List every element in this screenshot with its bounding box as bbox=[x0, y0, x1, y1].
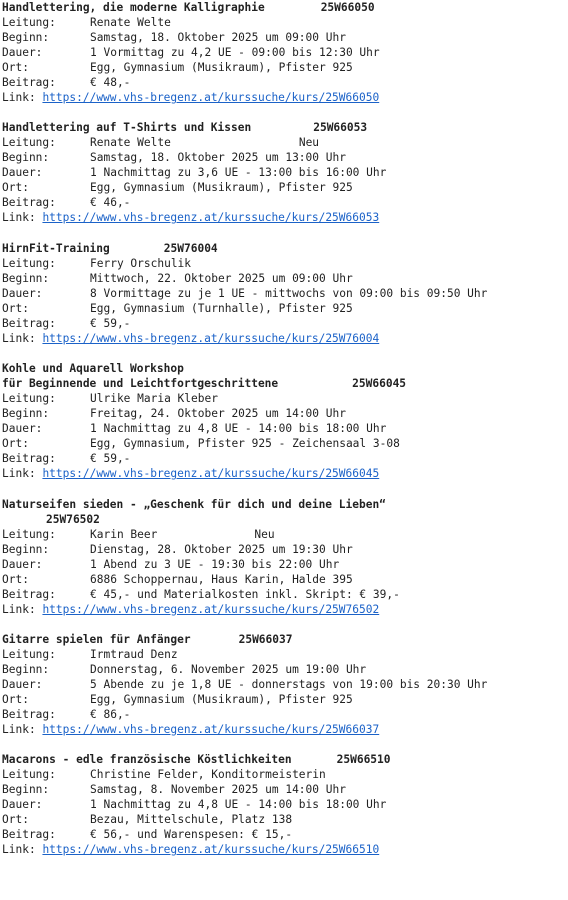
new-badge: Neu bbox=[254, 527, 275, 541]
course-link[interactable]: https://www.vhs-bregenz.at/kurssuche/kurs/25W66037 bbox=[42, 722, 380, 736]
ort-row bbox=[2, 301, 566, 316]
start-date: Mittwoch, 22. Oktober 2025 um 09:00 Uhr bbox=[90, 271, 353, 285]
leitung-label: Leitung: bbox=[2, 392, 56, 406]
fee: € 48,- bbox=[90, 76, 131, 89]
instructor-name: Renate Welte bbox=[90, 136, 171, 150]
link-row bbox=[2, 466, 566, 481]
beginn-label: Beginn: bbox=[2, 662, 50, 676]
beitrag-row bbox=[2, 587, 566, 602]
course-title: Macarons - edle französische Köstlichkeiten bbox=[2, 753, 292, 767]
link-row bbox=[2, 210, 566, 225]
leitung-label: Leitung: bbox=[2, 647, 56, 661]
course-title: Gitarre spielen für Anfänger bbox=[2, 632, 191, 646]
beginn-row bbox=[2, 271, 566, 286]
beitrag-label: Beitrag: bbox=[2, 707, 56, 721]
dauer-label: Dauer: bbox=[2, 798, 43, 812]
course-link[interactable]: https://www.vhs-bregenz.at/kurssuche/kurs/25W66053 bbox=[42, 211, 380, 225]
beitrag-row bbox=[2, 707, 566, 722]
course-code-row bbox=[2, 512, 566, 527]
beginn-row bbox=[2, 150, 566, 165]
dauer-label: Dauer: bbox=[2, 557, 43, 571]
ort-row bbox=[2, 60, 566, 75]
course-subtitle: für Beginnende und Leichtfortgeschrittene bbox=[2, 377, 279, 391]
location: Egg, Gymnasium (Musikraum), Pfister 925 bbox=[90, 181, 353, 195]
course-title-row bbox=[2, 632, 566, 647]
beitrag-row bbox=[2, 75, 566, 90]
course-entry bbox=[2, 0, 566, 105]
course-code: 25W66510 bbox=[336, 753, 391, 767]
start-date: Samstag, 18. Oktober 2025 um 13:00 Uhr bbox=[90, 151, 346, 165]
dauer-row bbox=[2, 165, 566, 180]
ort-row bbox=[2, 436, 566, 451]
course-title-row bbox=[2, 241, 566, 256]
ort-label: Ort: bbox=[2, 692, 29, 706]
beitrag-label: Beitrag: bbox=[2, 76, 56, 89]
beitrag-row bbox=[2, 451, 566, 466]
ort-label: Ort: bbox=[2, 572, 29, 586]
beginn-row bbox=[2, 542, 566, 557]
instructor-name: Ulrike Maria Kleber bbox=[90, 392, 218, 406]
course-link[interactable]: https://www.vhs-bregenz.at/kurssuche/kurs/25W66050 bbox=[42, 91, 380, 104]
course-listing bbox=[2, 0, 566, 873]
course-title: Kohle und Aquarell Workshop bbox=[2, 362, 184, 376]
location: Egg, Gymnasium, Pfister 925 - Zeichensaal 3-08 bbox=[90, 437, 400, 451]
leitung-row bbox=[2, 256, 566, 271]
fee: € 56,- und Warenspesen: € 15,- bbox=[90, 828, 293, 842]
course-title-row bbox=[2, 752, 566, 767]
link-row bbox=[2, 602, 566, 617]
leitung-row bbox=[2, 391, 566, 406]
ort-row bbox=[2, 180, 566, 195]
instructor-name: Christine Felder, Konditormeisterin bbox=[90, 768, 326, 782]
course-entry bbox=[2, 752, 566, 857]
ort-label: Ort: bbox=[2, 181, 29, 195]
ort-label: Ort: bbox=[2, 813, 29, 827]
beitrag-label: Beitrag: bbox=[2, 196, 56, 210]
beginn-label: Beginn: bbox=[2, 542, 50, 556]
leitung-row bbox=[2, 15, 566, 30]
course-title: Naturseifen sieden - „Geschenk für dich und deine Lieben“ bbox=[2, 497, 386, 511]
course-title-row bbox=[2, 497, 566, 512]
beginn-label: Beginn: bbox=[2, 271, 50, 285]
beitrag-label: Beitrag: bbox=[2, 316, 56, 330]
location: 6886 Schoppernau, Haus Karin, Halde 395 bbox=[90, 572, 353, 586]
beginn-label: Beginn: bbox=[2, 783, 50, 797]
duration: 1 Nachmittag zu 4,8 UE - 14:00 bis 18:00 Uhr bbox=[90, 798, 387, 812]
link-row bbox=[2, 842, 566, 857]
course-title: HirnFit-Training bbox=[2, 241, 110, 255]
beitrag-label: Beitrag: bbox=[2, 452, 56, 466]
link-label: Link: bbox=[2, 211, 36, 225]
fee: € 46,- bbox=[90, 196, 131, 210]
beginn-row bbox=[2, 30, 566, 45]
beitrag-row bbox=[2, 195, 566, 210]
instructor-name: Karin Beer bbox=[90, 527, 158, 541]
leitung-label: Leitung: bbox=[2, 136, 56, 150]
ort-label: Ort: bbox=[2, 61, 29, 74]
link-label: Link: bbox=[2, 91, 36, 104]
fee: € 86,- bbox=[90, 707, 131, 721]
duration: 1 Vormittag zu 4,2 UE - 09:00 bis 12:30 Uhr bbox=[90, 46, 380, 59]
beitrag-row bbox=[2, 827, 566, 842]
course-entry bbox=[2, 497, 566, 617]
link-label: Link: bbox=[2, 331, 36, 345]
course-entry bbox=[2, 361, 566, 481]
duration: 8 Vormittage zu je 1 UE - mittwochs von 09:00 bis 09:50 Uhr bbox=[90, 286, 488, 300]
beginn-label: Beginn: bbox=[2, 151, 50, 165]
dauer-label: Dauer: bbox=[2, 286, 43, 300]
leitung-row bbox=[2, 135, 566, 150]
leitung-label: Leitung: bbox=[2, 256, 56, 270]
beginn-row bbox=[2, 782, 566, 797]
course-title: Handlettering, die moderne Kalligraphie bbox=[2, 1, 265, 14]
location: Bezau, Mittelschule, Platz 138 bbox=[90, 813, 293, 827]
course-title-row bbox=[2, 0, 566, 15]
link-label: Link: bbox=[2, 843, 36, 857]
dauer-label: Dauer: bbox=[2, 46, 43, 59]
course-title-row-2 bbox=[2, 376, 566, 391]
ort-label: Ort: bbox=[2, 301, 29, 315]
ort-row bbox=[2, 692, 566, 707]
course-link[interactable]: https://www.vhs-bregenz.at/kurssuche/kurs/25W76502 bbox=[42, 602, 380, 616]
location: Egg, Gymnasium (Musikraum), Pfister 925 bbox=[90, 61, 353, 74]
course-title-row bbox=[2, 361, 566, 376]
fee: € 59,- bbox=[90, 452, 131, 466]
course-code: 25W66050 bbox=[320, 1, 375, 14]
ort-row bbox=[2, 812, 566, 827]
dauer-row bbox=[2, 421, 566, 436]
link-label: Link: bbox=[2, 602, 36, 616]
instructor-name: Irmtraud Denz bbox=[90, 647, 178, 661]
dauer-row bbox=[2, 45, 566, 60]
course-entry bbox=[2, 241, 566, 346]
course-code: 25W66037 bbox=[238, 632, 293, 646]
link-row bbox=[2, 90, 566, 105]
link-label: Link: bbox=[2, 467, 36, 481]
duration: 1 Nachmittag zu 3,6 UE - 13:00 bis 16:00 Uhr bbox=[90, 166, 387, 180]
start-date: Samstag, 18. Oktober 2025 um 09:00 Uhr bbox=[90, 31, 346, 44]
duration: 1 Abend zu 3 UE - 19:30 bis 22:00 Uhr bbox=[90, 557, 340, 571]
dauer-label: Dauer: bbox=[2, 422, 43, 436]
course-title: Handlettering auf T-Shirts und Kissen bbox=[2, 121, 252, 135]
location: Egg, Gymnasium (Turnhalle), Pfister 925 bbox=[90, 301, 353, 315]
dauer-label: Dauer: bbox=[2, 166, 43, 180]
fee: € 59,- bbox=[90, 316, 131, 330]
beginn-row bbox=[2, 406, 566, 421]
ort-row bbox=[2, 572, 566, 587]
course-code: 25W76004 bbox=[163, 241, 218, 255]
course-entry bbox=[2, 632, 566, 737]
course-code: 25W66053 bbox=[313, 121, 368, 135]
beginn-row bbox=[2, 662, 566, 677]
course-code: 25W66045 bbox=[352, 377, 407, 391]
leitung-row bbox=[2, 767, 566, 782]
link-row bbox=[2, 722, 566, 737]
fee: € 45,- und Materialkosten inkl. Skript: € 39,- bbox=[90, 587, 400, 601]
course-link[interactable]: https://www.vhs-bregenz.at/kurssuche/kurs/25W66045 bbox=[42, 467, 380, 481]
leitung-label: Leitung: bbox=[2, 527, 56, 541]
leitung-label: Leitung: bbox=[2, 768, 56, 782]
dauer-row bbox=[2, 677, 566, 692]
course-link[interactable]: https://www.vhs-bregenz.at/kurssuche/kurs/25W76004 bbox=[42, 331, 380, 345]
course-title-row bbox=[2, 120, 566, 135]
course-entry bbox=[2, 120, 566, 225]
duration: 1 Nachmittag zu 4,8 UE - 14:00 bis 18:00 Uhr bbox=[90, 422, 387, 436]
instructor-name: Ferry Orschulik bbox=[90, 256, 192, 270]
dauer-row bbox=[2, 797, 566, 812]
dauer-row bbox=[2, 557, 566, 572]
leitung-row bbox=[2, 527, 566, 542]
start-date: Freitag, 24. Oktober 2025 um 14:00 Uhr bbox=[90, 407, 346, 421]
leitung-label: Leitung: bbox=[2, 16, 56, 29]
start-date: Dienstag, 28. Oktober 2025 um 19:30 Uhr bbox=[90, 542, 353, 556]
duration: 5 Abende zu je 1,8 UE - donnerstags von 19:00 bis 20:30 Uhr bbox=[90, 677, 488, 691]
dauer-row bbox=[2, 286, 566, 301]
start-date: Samstag, 8. November 2025 um 14:00 Uhr bbox=[90, 783, 346, 797]
start-date: Donnerstag, 6. November 2025 um 19:00 Uhr bbox=[90, 662, 367, 676]
beginn-label: Beginn: bbox=[2, 407, 50, 421]
course-code: 25W76502 bbox=[46, 512, 100, 526]
course-link[interactable]: https://www.vhs-bregenz.at/kurssuche/kurs/25W66510 bbox=[42, 843, 380, 857]
link-row bbox=[2, 331, 566, 346]
new-badge: Neu bbox=[298, 136, 320, 150]
beginn-label: Beginn: bbox=[2, 31, 50, 44]
link-label: Link: bbox=[2, 722, 36, 736]
beitrag-label: Beitrag: bbox=[2, 828, 56, 842]
beitrag-row bbox=[2, 316, 566, 331]
ort-label: Ort: bbox=[2, 437, 29, 451]
location: Egg, Gymnasium (Musikraum), Pfister 925 bbox=[90, 692, 353, 706]
beitrag-label: Beitrag: bbox=[2, 587, 56, 601]
dauer-label: Dauer: bbox=[2, 677, 43, 691]
leitung-row bbox=[2, 647, 566, 662]
instructor-name: Renate Welte bbox=[90, 16, 171, 29]
